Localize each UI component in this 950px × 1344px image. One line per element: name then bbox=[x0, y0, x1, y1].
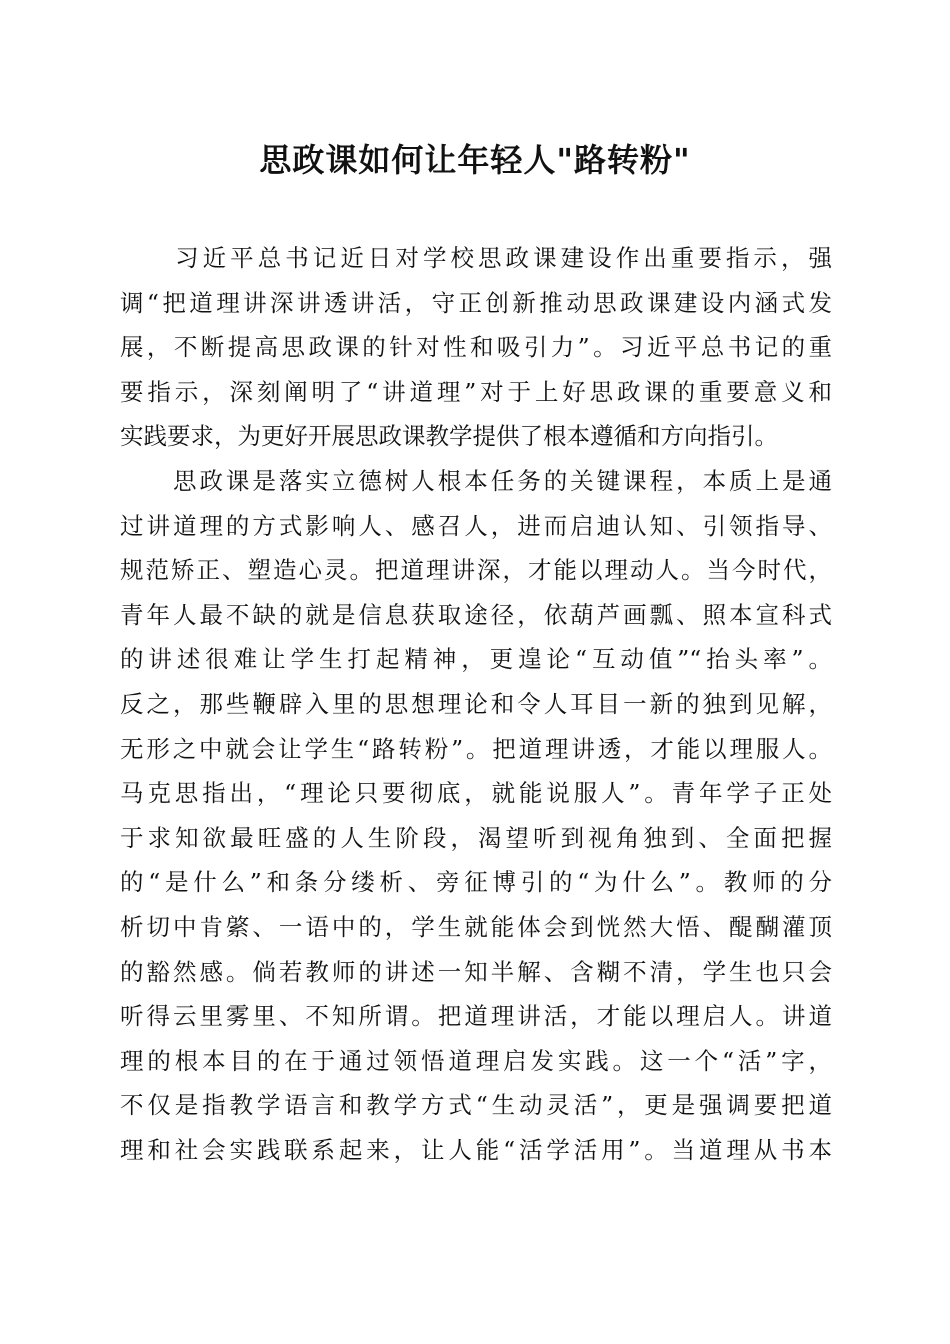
body-line: 无形之中就会让学生“路转粉”。把道理讲透，才能以理服人。 bbox=[120, 734, 832, 763]
body-line: 不仅是指教学语言和教学方式“生动灵活”，更是强调要把道 bbox=[120, 1091, 832, 1120]
body-line: 马克思指出，“理论只要彻底，就能说服人”。青年学子正处 bbox=[120, 779, 832, 808]
body-line: 思政课是落实立德树人根本任务的关键课程，本质上是通 bbox=[120, 466, 832, 495]
body-line: 的“是什么”和条分缕析、旁征博引的“为什么”。教师的分 bbox=[120, 868, 832, 897]
document-title: 思政课如何让年轻人"路转粉" bbox=[259, 141, 691, 179]
body-line: 青年人最不缺的就是信息获取途径，依葫芦画瓢、照本宣科式 bbox=[120, 600, 832, 629]
body-line: 实践要求，为更好开展思政课教学提供了根本遵循和方向指引。 bbox=[120, 422, 778, 451]
body-line: 析切中肯綮、一语中的，学生就能体会到恍然大悟、醍醐灌顶 bbox=[120, 912, 832, 941]
document-body bbox=[120, 236, 832, 1172]
body-line: 过讲道理的方式影响人、感召人，进而启迪认知、引领指导、 bbox=[120, 511, 832, 540]
body-line: 的豁然感。倘若教师的讲述一知半解、含糊不清，学生也只会 bbox=[120, 957, 832, 986]
body-line: 调“把道理讲深讲透讲活，守正创新推动思政课建设内涵式发 bbox=[120, 288, 832, 317]
body-line: 习近平总书记近日对学校思政课建设作出重要指示，强 bbox=[120, 244, 832, 272]
body-line: 要指示，深刻阐明了“讲道理”对于上好思政课的重要意义和 bbox=[120, 377, 832, 406]
body-line: 展，不断提高思政课的针对性和吸引力”。习近平总书记的重 bbox=[120, 333, 832, 362]
body-line: 规范矫正、塑造心灵。把道理讲深，才能以理动人。当今时代， bbox=[120, 556, 832, 585]
body-line: 理和社会实践联系起来，让人能“活学活用”。当道理从书本 bbox=[120, 1135, 832, 1164]
body-line: 反之，那些鞭辟入里的思想理论和令人耳目一新的独到见解， bbox=[120, 689, 832, 718]
body-line: 的讲述很难让学生打起精神，更遑论“互动值”“抬头率”。 bbox=[120, 645, 832, 674]
body-line: 听得云里雾里、不知所谓。把道理讲活，才能以理启人。讲道 bbox=[120, 1002, 832, 1031]
body-line: 于求知欲最旺盛的人生阶段，渴望听到视角独到、全面把握 bbox=[120, 823, 832, 852]
body-line: 理的根本目的在于通过领悟道理启发实践。这一个“活”字， bbox=[120, 1046, 832, 1075]
